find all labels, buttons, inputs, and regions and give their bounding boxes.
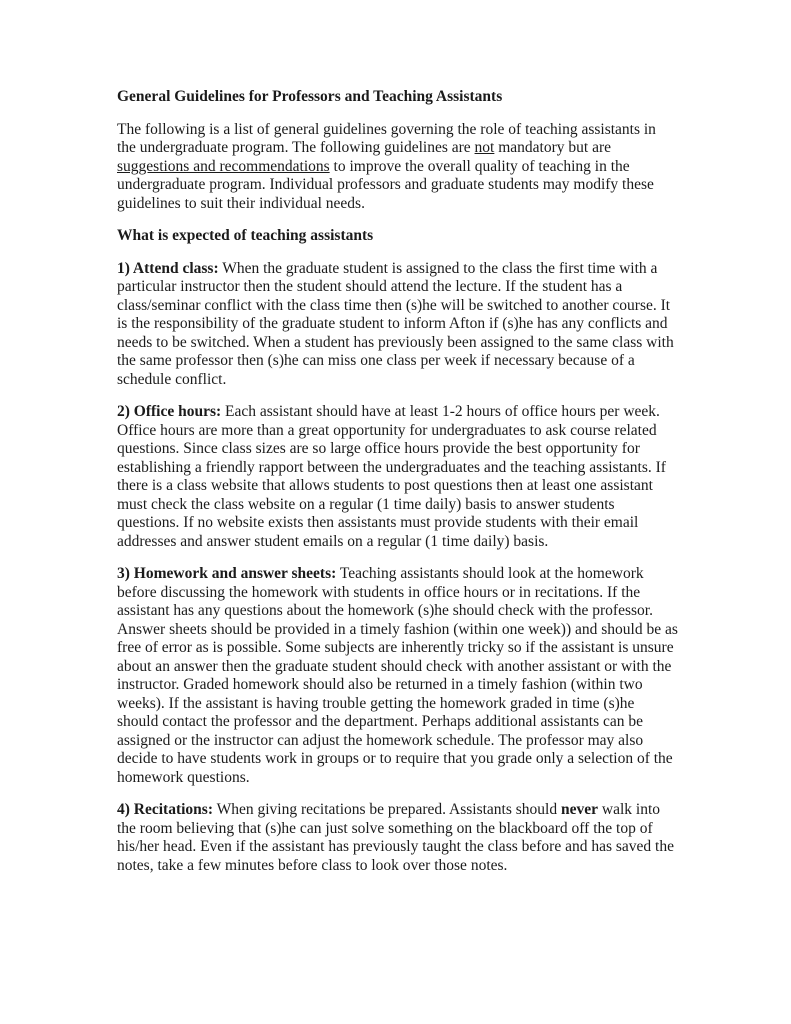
guideline-item-homework-answer-sheets: [117, 565, 678, 787]
item-label: 4) Recitations:: [117, 801, 213, 818]
item-body: walk into the room believing that (s)he can just solve something on the blackboard off the top of his/her head. Even if the assistant has previously taught the class before and has saved the notes, take a few minutes before class to look over those notes.: [117, 801, 674, 874]
underlined-text-not: not: [474, 139, 495, 156]
item-label: 1) Attend class:: [117, 259, 219, 277]
document-title: General Guidelines for Professors and Teaching Assistants: [117, 88, 503, 105]
text-run: The following is a list of general guidelines governing the role of teaching assistants in the undergraduate program. The following guidelines are: [117, 120, 656, 156]
item-body: Each assistant should have at least 1-2 hours of office hours per week. Office hours are more than a great opportunity for undergraduates to ask course related questions. Since class sizes are so large office hours provide the best opportunity for establishing a friendly rapport between the undergraduates and the teaching assistants. If there is a class website that allows students to post questions then at least one assistant must check the class website on a regular (1 time daily) basis to answer students questions. If no website exists then assistants must provide students with their email addresses and answer student emails on a regular (1 time daily) basis.: [117, 403, 666, 550]
section-heading: What is expected of teaching assistants: [117, 227, 374, 244]
text-run: to improve the overall quality of teaching in the undergraduate program. Individual professors and graduate students may modify these guidelines to suit their individual needs.: [117, 157, 654, 212]
intro-paragraph: [117, 121, 678, 214]
document-content: [117, 88, 678, 889]
bold-text-never: never: [561, 801, 599, 818]
item-body: When giving recitations be prepared. Assistants should: [216, 801, 561, 818]
text-run: mandatory but are: [494, 139, 611, 156]
guideline-item-attend-class: [117, 260, 678, 390]
item-body: When the graduate student is assigned to the class the first time with a particular instructor then the student should attend the lecture. If the student has a class/seminar conflict with the class time then (s)he will be switched to another course. It is the responsibility of the graduate student to inform Afton if (s)he has any conflicts and needs to be switched. When a student has previously been assigned to the same class with the same professor then (s)he can miss one class per week if necessary because of a schedule conflict.: [117, 259, 674, 388]
underlined-text-suggestions: suggestions and recommendations: [117, 157, 330, 175]
item-label: 3) Homework and answer sheets:: [117, 565, 337, 582]
guideline-item-office-hours: [117, 403, 678, 551]
item-body: Teaching assistants should look at the homework before discussing the homework with students in office hours or in recitations. If the assistant has any questions about the homework (s)he should check with the professor. Answer sheets should be provided in a timely fashion (within one week)) and should be as free of error as is possible. Some subjects are inherently tricky so if the assistant is unsure about an answer then the graduate student should check with another assistant or with the instructor. Graded homework should also be returned in a timely fashion (within two weeks). If the assistant is having trouble getting the homework graded in time (s)he should contact the professor and the department. Perhaps additional assistants can be assigned or the instructor can adjust the homework schedule. The professor may also decide to have students work in groups or to require that you grade only a selection of the homework questions.: [117, 565, 678, 786]
guideline-item-recitations: [117, 801, 678, 875]
item-label: 2) Office hours:: [117, 403, 222, 420]
